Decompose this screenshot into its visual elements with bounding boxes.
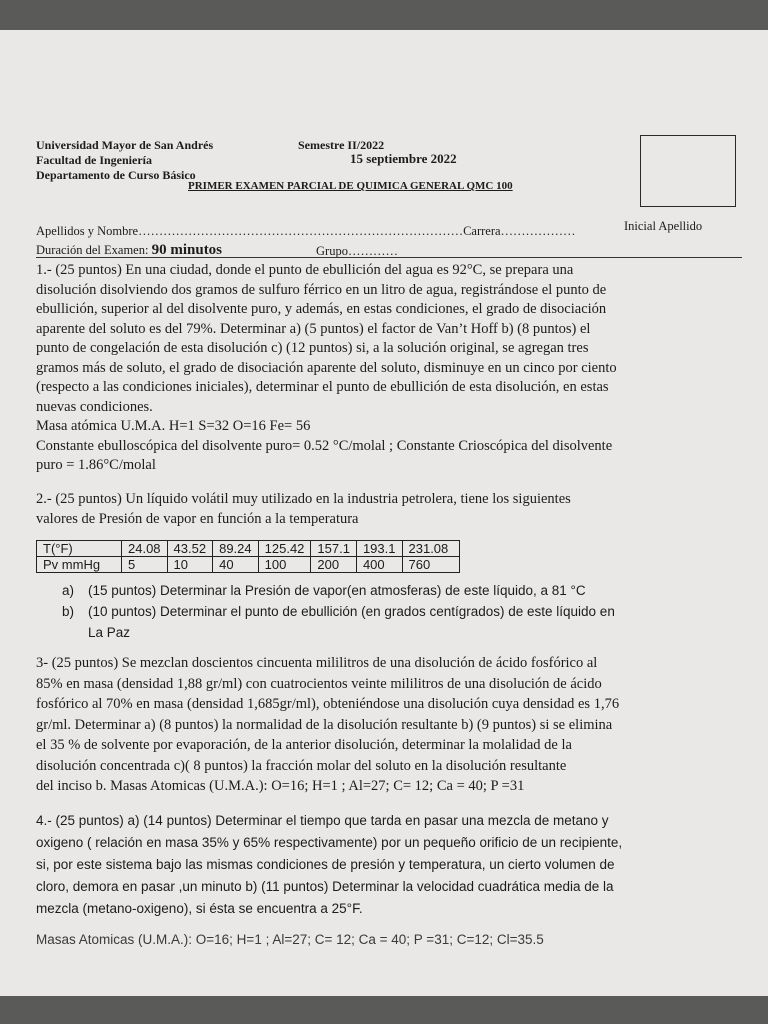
- q4-line: 4.- (25 puntos) a) (14 puntos) Determinar el tiempo que tarda en pasar una mezcla de metano y: [36, 813, 609, 828]
- initial-box: [640, 135, 736, 207]
- q1-line: puro = 1.86°C/molal: [36, 457, 156, 473]
- q4-atomic-masses: Masas Atomicas (U.M.A.): O=16; H=1 ; Al=27; C= 12; Ca = 40; P =31; C=12; Cl=35.5: [36, 932, 544, 947]
- q1-line: ebullición, superior al del disolvente puro, y además, en estas condiciones, el grado de disociación: [36, 301, 607, 317]
- q2-item-b-cont: La Paz: [88, 625, 131, 640]
- table-cell: 200: [311, 557, 357, 573]
- q1-line: gramos más de soluto, el grado de disociación aparente del soluto, disminuye en un cinco por ciento: [36, 359, 617, 376]
- q2-line: 2.- (25 puntos) Un líquido volátil muy utilizado en la industria petrolera, tiene los siguientes: [36, 491, 571, 507]
- question-3: [36, 653, 726, 797]
- q2-line: valores de Presión de vapor en función a la temperatura: [36, 510, 359, 527]
- table-cell: 193.1: [356, 541, 402, 557]
- group-field: Grupo…………: [316, 244, 398, 258]
- table-cell: 760: [402, 557, 459, 573]
- exam-date: 15 septiembre 2022: [350, 151, 457, 166]
- q1-line: 1.- (25 puntos) En una ciudad, donde el punto de ebullición del agua es 92°C, se prepara una: [36, 262, 574, 278]
- table-cell: 24.08: [122, 541, 168, 557]
- faculty-name: Facultad de Ingeniería: [36, 153, 152, 167]
- question-2-items: [62, 580, 722, 643]
- exam-sheet: [0, 30, 768, 996]
- q3-line: el 35 % de solvente por evaporación, de la anterior disolución, determinar la molalidad de la: [36, 737, 572, 753]
- table-cell: 43.52: [167, 541, 213, 557]
- header-rule: [36, 257, 742, 258]
- q4-line: oxigeno ( relación en masa 35% y 65% respectivamente) por un pequeño orificio de un recipiente,: [36, 835, 623, 850]
- q4-line: mezcla (metano-oxigeno), si ésta se encuentra a 25°F.: [36, 901, 363, 916]
- duration-label: Duración del Examen:: [36, 243, 149, 257]
- q4-line: cloro, demora en pasar ,un minuto b) (11 puntos) Determinar la velocidad cuadrática media de la: [36, 879, 614, 894]
- exam-title: PRIMER EXAMEN PARCIAL DE QUIMICA GENERAL QMC 100: [188, 180, 513, 192]
- table-cell: 125.42: [258, 541, 311, 557]
- q3-line: 3- (25 puntos) Se mezclan doscientos cincuenta mililitros de una disolución de ácido fosfórico al: [36, 655, 598, 671]
- table-cell: 400: [356, 557, 402, 573]
- table-cell: 40: [213, 557, 259, 573]
- table-cell: 100: [258, 557, 311, 573]
- university-name: Universidad Mayor de San Andrés: [36, 138, 214, 152]
- question-1: [36, 261, 726, 476]
- q2-item-a: a) (15 puntos) Determinar la Presión de vapor(en atmosferas) de este líquido, a 81 °C: [62, 583, 586, 598]
- table-row: [37, 541, 460, 557]
- question-4: [36, 810, 726, 920]
- table-cell: 157.1: [311, 541, 357, 557]
- q1-line: Constante ebulloscópica del disolvente puro= 0.52 °C/molal ; Constante Crioscópica del disolvente: [36, 437, 613, 454]
- q1-line: (respecto a las condiciones iniciales), determinar el punto de ebullición de esta disolución, en estas: [36, 379, 609, 395]
- table-cell: 89.24: [213, 541, 259, 557]
- semester: Semestre II/2022: [298, 138, 385, 152]
- table-cell: Pv mmHg: [37, 557, 122, 573]
- duration-value: 90 minutos: [151, 242, 223, 258]
- table-cell: 5: [122, 557, 168, 573]
- name-field: Apellidos y Nombre……………………………………………………………………Carrera………………: [36, 224, 576, 238]
- question-2: [36, 490, 726, 529]
- q3-line: 85% en masa (densidad 1,88 gr/ml) con cuatrocientos veinte mililitros de una disolución de ácido: [36, 675, 602, 692]
- q3-line: del inciso b. Masas Atomicas (U.M.A.): O=16; H=1 ; Al=27; C= 12; Ca = 40; P =31: [36, 778, 525, 794]
- vapor-pressure-table: [36, 540, 460, 573]
- table-row: [37, 557, 460, 573]
- q1-line: Masa atómica U.M.A. H=1 S=32 O=16 Fe= 56: [36, 418, 311, 434]
- department-name: Departamento de Curso Básico: [36, 168, 196, 182]
- q2-item-b: b) (10 puntos) Determinar el punto de ebullición (en grados centígrados) de este líquido en: [62, 604, 615, 619]
- table-cell: 10: [167, 557, 213, 573]
- table-cell: T(°F): [37, 541, 122, 557]
- q4-line: si, por este sistema bajo las mismas condiciones de presión y temperatura, un cierto volumen de: [36, 857, 615, 872]
- q1-line: aparente del soluto es del 79%. Determinar a) (5 puntos) el factor de Van’t Hoff b) (8 puntos) el: [36, 320, 591, 337]
- q1-line: punto de congelación de esta disolución c) (12 puntos) si, a la solución original, se agregan tres: [36, 340, 589, 356]
- initial-label: Inicial Apellido: [624, 219, 703, 233]
- q1-line: nuevas condiciones.: [36, 398, 153, 415]
- q3-line: gr/ml. Determinar a) (8 puntos) la normalidad de la disolución resultante b) (9 puntos) si se elimina: [36, 716, 613, 733]
- q3-line: fosfórico al 70% en masa (densidad 1,685gr/ml), obteniéndose una disolución cuya densidad es 1,76: [36, 696, 620, 712]
- q1-line: disolución disolviendo dos gramos de sulfuro férrico en un litro de agua, registrándose el punto de: [36, 281, 607, 298]
- q3-line: disolución concentrada c)( 8 puntos) la fracción molar del soluto en la disolución resultante: [36, 757, 567, 774]
- table-cell: 231.08: [402, 541, 459, 557]
